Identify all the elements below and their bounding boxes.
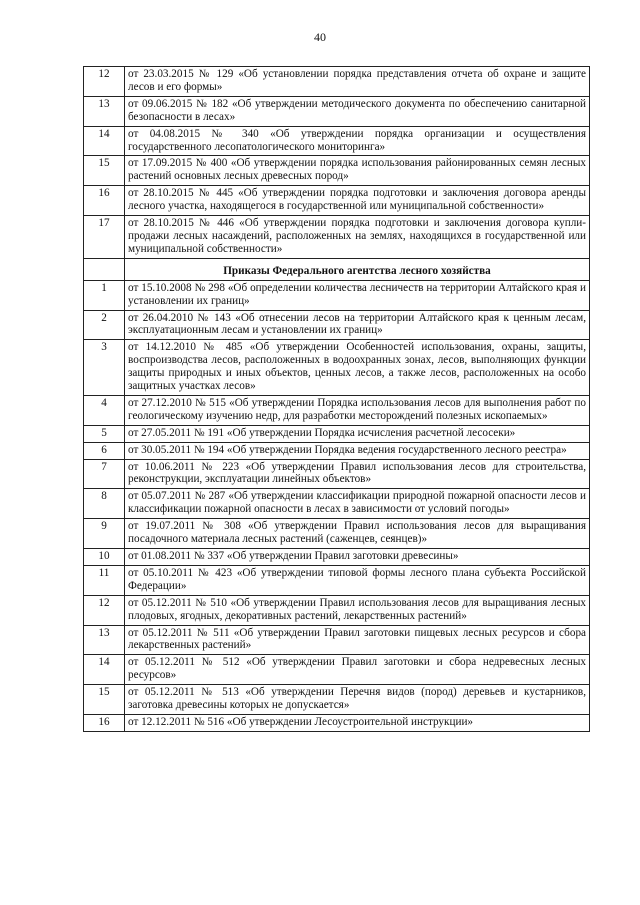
table-part-orders-agency xyxy=(84,280,590,731)
row-text: от 28.10.2015 № 445 «Об утверждении порядка подготовки и заключения договора аренды лесного участка, находящегося в государственной или муниципальной собственности» xyxy=(125,186,590,216)
row-number: 5 xyxy=(84,425,125,442)
row-number: 14 xyxy=(84,655,125,685)
row-text: от 14.12.2010 № 485 «Об утверждении Особенностей использования, охраны, защиты, воспроизводства лесов, расположенных в водоохранных зонах, лесов, выполняющих функции защиты природных и иных объектов, ценных лесов, а также лесов, расположенных на особо защитных участках лесов» xyxy=(125,340,590,396)
table-row xyxy=(84,280,590,310)
table-row xyxy=(84,156,590,186)
table-row xyxy=(84,96,590,126)
table-row xyxy=(84,442,590,459)
row-number: 11 xyxy=(84,565,125,595)
row-number: 16 xyxy=(84,714,125,731)
row-text: от 09.06.2015 № 182 «Об утверждении методического документа по обеспечению санитарной безопасности в лесах» xyxy=(125,96,590,126)
row-number: 16 xyxy=(84,186,125,216)
regulations-table xyxy=(83,66,590,732)
page-number: 40 xyxy=(314,30,326,44)
table-row xyxy=(84,310,590,340)
row-text: от 05.10.2011 № 423 «Об утверждении типовой формы лесного плана субъекта Российской Федерации» xyxy=(125,565,590,595)
row-text: от 05.07.2011 № 287 «Об утверждении классификации природной пожарной опасности лесов и классификации пожарной опасности в лесах в зависимости от условий погоды» xyxy=(125,489,590,519)
row-number: 7 xyxy=(84,459,125,489)
row-text: от 05.12.2011 № 510 «Об утверждении Правил использования лесов для выращивания лесных плодовых, ягодных, декоративных растений, лекарственных растений» xyxy=(125,595,590,625)
table-row xyxy=(84,655,590,685)
section-heading-row xyxy=(84,258,590,280)
row-text: от 10.06.2011 № 223 «Об утверждении Правил использования лесов для строительства, реконструкции, эксплуатации линейных объектов» xyxy=(125,459,590,489)
table-row xyxy=(84,519,590,549)
table-row xyxy=(84,186,590,216)
table-row xyxy=(84,565,590,595)
row-number: 15 xyxy=(84,156,125,186)
table-row xyxy=(84,459,590,489)
row-number: 1 xyxy=(84,280,125,310)
row-text: от 26.04.2010 № 143 «Об отнесении лесов на территории Алтайского края к ценным лесам, эксплуатационным лесам и установлении их границ» xyxy=(125,310,590,340)
row-number: 4 xyxy=(84,395,125,425)
table-row xyxy=(84,549,590,566)
table-section xyxy=(84,258,590,280)
row-number: 6 xyxy=(84,442,125,459)
table-row xyxy=(84,425,590,442)
row-text: от 15.10.2008 № 298 «Об определении количества лесничеств на территории Алтайского края и установлении их границ» xyxy=(125,280,590,310)
row-text: от 27.12.2010 № 515 «Об утверждении Порядка использования лесов для выполнения работ по геологическому изучению недр, для разработки месторождений полезных ископаемых» xyxy=(125,395,590,425)
row-text: от 28.10.2015 № 446 «Об утверждении порядка подготовки и заключения договора купли-продажи лесных насаждений, расположенных на землях, находящихся в государственной или муниципальной собственности» xyxy=(125,216,590,259)
table-row xyxy=(84,395,590,425)
row-number: 8 xyxy=(84,489,125,519)
row-number: 15 xyxy=(84,685,125,715)
row-text: от 17.09.2015 № 400 «Об утверждении порядка использования районированных семян лесных растений основных лесных древесных пород» xyxy=(125,156,590,186)
table-row xyxy=(84,340,590,396)
table-row xyxy=(84,489,590,519)
row-number: 13 xyxy=(84,96,125,126)
row-text: от 05.12.2011 № 512 «Об утверждении Правил заготовки и сбора недревесных лесных ресурсов» xyxy=(125,655,590,685)
row-text: от 27.05.2011 № 191 «Об утверждении Порядка исчисления расчетной лесосеки» xyxy=(125,425,590,442)
row-text: от 05.12.2011 № 513 «Об утверждении Перечня видов (пород) деревьев и кустарников, заготовка древесины которых не допускается» xyxy=(125,685,590,715)
table-row xyxy=(84,685,590,715)
row-text: от 04.08.2015 № 340 «Об утверждении порядка организации и осуществления государственного лесопатологического мониторинга» xyxy=(125,126,590,156)
table-row xyxy=(84,595,590,625)
table-row xyxy=(84,714,590,731)
row-number: 9 xyxy=(84,519,125,549)
table-row xyxy=(84,625,590,655)
section-heading: Приказы Федерального агентства лесного хозяйства xyxy=(125,258,590,280)
row-text: от 12.12.2011 № 516 «Об утверждении Лесоустроительной инструкции» xyxy=(125,714,590,731)
table-row xyxy=(84,126,590,156)
row-number: 12 xyxy=(84,595,125,625)
section-heading-spacer xyxy=(84,258,125,280)
table-row xyxy=(84,216,590,259)
row-text: от 05.12.2011 № 511 «Об утверждении Правил заготовки пищевых лесных ресурсов и сбора лекарственных растений» xyxy=(125,625,590,655)
row-number: 13 xyxy=(84,625,125,655)
table-row xyxy=(84,67,590,97)
row-number: 2 xyxy=(84,310,125,340)
row-number: 17 xyxy=(84,216,125,259)
table-part-orders-ministry xyxy=(84,67,590,259)
row-number: 10 xyxy=(84,549,125,566)
row-text: от 01.08.2011 № 337 «Об утверждении Правил заготовки древесины» xyxy=(125,549,590,566)
row-number: 12 xyxy=(84,67,125,97)
row-number: 14 xyxy=(84,126,125,156)
row-text: от 23.03.2015 № 129 «Об установлении порядка представления отчета об охране и защите лесов и его формы» xyxy=(125,67,590,97)
row-number: 3 xyxy=(84,340,125,396)
row-text: от 30.05.2011 № 194 «Об утверждении Порядка ведения государственного лесного реестра» xyxy=(125,442,590,459)
row-text: от 19.07.2011 № 308 «Об утверждении Правил использования лесов для выращивания посадочного материала лесных растений (саженцев, сеянцев)» xyxy=(125,519,590,549)
